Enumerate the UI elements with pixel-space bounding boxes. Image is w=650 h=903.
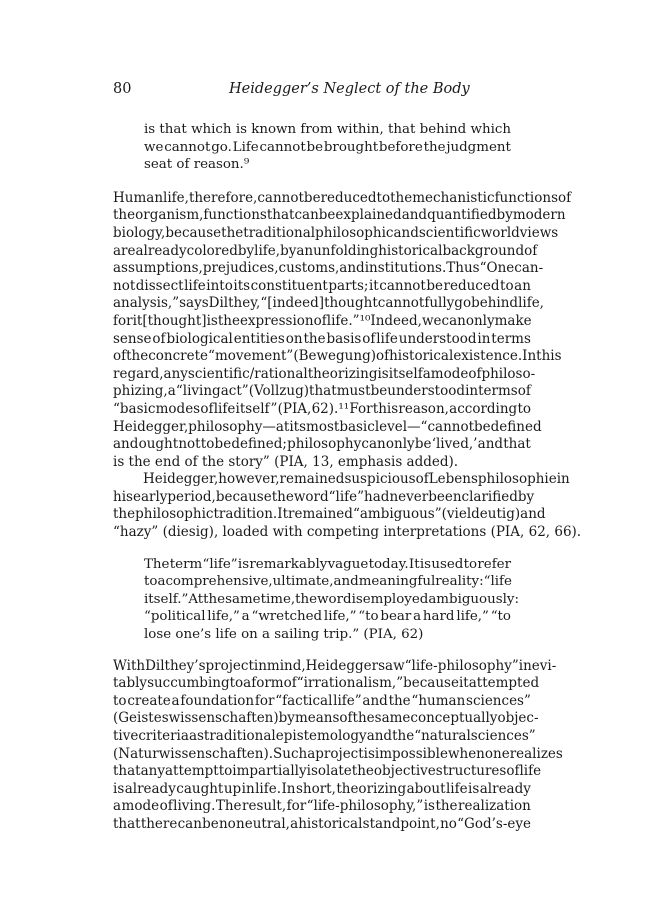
text-line: itself.” At the same time, the word is employed ambiguously: (144, 591, 519, 607)
text-line: lose one’s life on a sailing trip.” (PIA, 62) (144, 627, 424, 643)
text-line: “political life,” a “wretched life,” “to bear a hard life,” “to (144, 609, 511, 625)
text-line: that there can be no neutral, ahistorical standpoint, no “God’s-eye (113, 815, 531, 832)
text-line: Human life, therefore, cannot be reduced to the mechanistic functions of (113, 189, 572, 206)
text-line: the philosophic tradition. It remained “ambiguous” (vieldeutig) and (113, 506, 546, 523)
text-line: “basic modes of life itself” (PIA, 62).¹¹ For this reason, according to (113, 400, 531, 417)
text-line: of the concrete “movement” (Bewegung) of historical existence. In this (113, 348, 562, 365)
text-line: to create a foundation for “factical life” and the “human sciences” (113, 692, 531, 709)
paragraph-lebensphilosophie (113, 471, 582, 541)
text-line: analysis,” says Dilthey, “[indeed] thought cannot fully go behind life, (113, 295, 544, 312)
text-line: The term “life” is remarkably vague today. It is used to refer (144, 556, 511, 572)
text-line: is that which is known from within, that behind which (144, 122, 511, 137)
paragraph-life-philosophy (113, 657, 563, 834)
text-line: the organism, functions that can be explained and quantified by modern (113, 207, 566, 224)
block-quote-dilthey (144, 121, 511, 174)
text-line: to a comprehensive, ultimate, and meaningful reality: “life (144, 574, 512, 590)
text-line: Heidegger, however, remained suspicious of Lebensphilosophie in (143, 471, 570, 488)
block-quote-pia (144, 556, 519, 644)
paragraph-life-reduction (113, 189, 572, 472)
text-line: we cannot go. Life cannot be brought before the judgment (144, 139, 511, 155)
text-line: for it [thought] is the expression of life.”¹⁰ Indeed, we can only make (113, 312, 532, 329)
text-line: biology, because the traditional philosophic and scientific worldviews (113, 224, 559, 241)
text-line: a mode of living. The result, for “life-philosophy,” is the realization (113, 798, 531, 815)
text-line: sense of biological entities on the basis of life understood in terms (113, 330, 531, 347)
text-line: phizing, a “living act” (Vollzug) that must be understood in terms of (113, 383, 531, 400)
text-line: With Dilthey’s project in mind, Heidegger saw “life-philosophy” inevi- (113, 657, 557, 674)
text-line: (Geisteswissenschaften) by means of the same conceptually objec- (113, 710, 539, 727)
text-line: not dissect life into its constituent parts; it cannot be reduced to an (113, 277, 531, 294)
text-line: tably succumbing to a form of “irrationalism,” because it attempted (113, 675, 540, 692)
text-line: “hazy” (diesig), loaded with competing interpretations (PIA, 62, 66). (113, 524, 582, 541)
page-body (113, 121, 582, 834)
running-title: Heidegger’s Neglect of the Body (229, 81, 470, 97)
text-line: that any attempt to impartially isolate the objective structures of life (113, 763, 542, 780)
text-line: is the end of the story” (PIA, 13, emphasis added). (113, 453, 459, 470)
text-line: Heidegger, philosophy—at its most basic level—“cannot be defined (113, 418, 542, 435)
text-line: tive criteria as traditional epistemology and the “natural sciences” (113, 728, 536, 744)
text-line: (Naturwissenschaften). Such a project is impossible when one realizes (113, 745, 563, 762)
text-line: seat of reason.⁹ (144, 157, 250, 173)
text-line: regard, any scientific/rational theorizing is itself a mode of philoso- (113, 365, 536, 382)
text-line: are already colored by life, by an unfolding historical background of (113, 242, 538, 259)
text-line: is already caught up in life. In short, theorizing about life is already (113, 780, 531, 797)
text-line: his early period, because the word “life” had never been clarified by (113, 488, 535, 505)
page-number: 80 (113, 81, 132, 97)
text-line: assumptions, prejudices, customs, and institutions. Thus “One can- (113, 260, 544, 277)
text-line: and ought not to be defined; philosophy can only be ‘lived,’ and that (113, 436, 531, 453)
